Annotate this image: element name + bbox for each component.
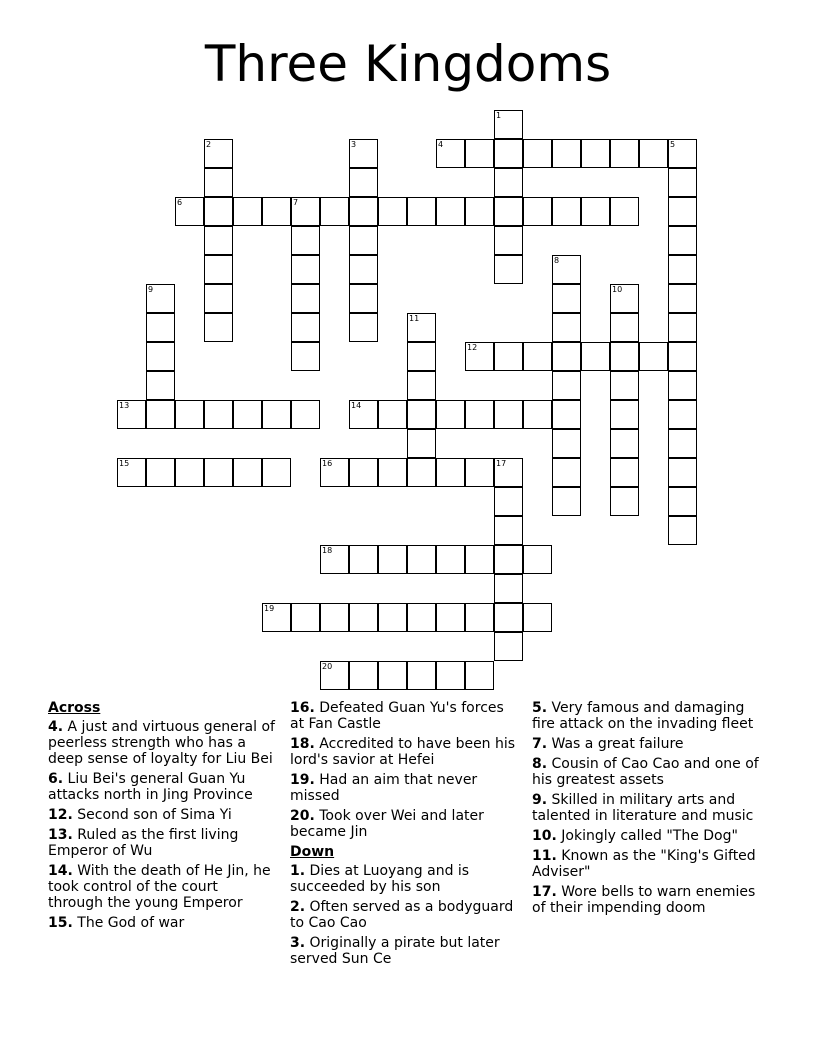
- clue-number: 16.: [290, 700, 315, 716]
- grid-cell[interactable]: [610, 313, 639, 342]
- clue-text: Took over Wei and later became Jin: [290, 808, 484, 840]
- grid-cell[interactable]: [378, 603, 407, 632]
- grid-cell[interactable]: [262, 197, 291, 226]
- clue-text: Ruled as the first living Emperor of Wu: [48, 827, 239, 859]
- grid-cell[interactable]: [494, 458, 523, 487]
- grid-cell[interactable]: [349, 458, 378, 487]
- grid-cell[interactable]: [349, 284, 378, 313]
- grid-cell[interactable]: [494, 516, 523, 545]
- clue-number: 8.: [532, 756, 548, 772]
- grid-cell[interactable]: [117, 400, 146, 429]
- cell-number: 9: [148, 285, 154, 294]
- clue-item: [532, 792, 760, 824]
- grid-cell[interactable]: [378, 400, 407, 429]
- cell-number: 15: [119, 459, 130, 468]
- across-heading: Across: [48, 700, 101, 716]
- grid-cell[interactable]: [204, 284, 233, 313]
- grid-cell[interactable]: [291, 603, 320, 632]
- clue-item: [532, 700, 760, 732]
- grid-cell[interactable]: [610, 342, 639, 371]
- clue-text: Liu Bei's general Guan Yu attacks north in Jing Province: [48, 771, 253, 803]
- clue-number: 9.: [532, 792, 548, 808]
- grid-cell[interactable]: [494, 197, 523, 226]
- grid-cell[interactable]: [668, 342, 697, 371]
- grid-cell[interactable]: [523, 197, 552, 226]
- cell-number: 12: [467, 343, 478, 352]
- grid-cell[interactable]: [407, 197, 436, 226]
- clue-number: 3.: [290, 935, 306, 951]
- clue-text: Had an aim that never missed: [290, 772, 478, 804]
- grid-cell[interactable]: [465, 545, 494, 574]
- grid-cell[interactable]: [552, 342, 581, 371]
- cell-number: 20: [322, 662, 333, 671]
- clue-text: The God of war: [72, 915, 185, 931]
- grid-cell[interactable]: [407, 545, 436, 574]
- grid-cell[interactable]: [349, 255, 378, 284]
- grid-cell[interactable]: [552, 139, 581, 168]
- grid-cell[interactable]: [262, 458, 291, 487]
- grid-cell[interactable]: [175, 197, 204, 226]
- clue-number: 20.: [290, 808, 315, 824]
- clue-text: Originally a pirate but later served Sun Ce: [290, 935, 500, 967]
- grid-cell[interactable]: [378, 545, 407, 574]
- page-title: Three Kingdoms: [204, 35, 612, 93]
- grid-cell[interactable]: [581, 197, 610, 226]
- clues-column-1: [48, 700, 276, 935]
- clue-item: [48, 807, 276, 823]
- down-heading: Down: [290, 844, 335, 860]
- clue-text: With the death of He Jin, he took control of the court through the young Emperor: [48, 863, 271, 911]
- grid-cell[interactable]: [610, 284, 639, 313]
- grid-cell[interactable]: [349, 168, 378, 197]
- grid-cell[interactable]: [436, 661, 465, 690]
- clue-text: Wore bells to warn enemies of their impending doom: [532, 884, 756, 916]
- grid-cell[interactable]: [494, 400, 523, 429]
- grid-cell[interactable]: [233, 197, 262, 226]
- clue-text: Known as the "King's Gifted Adviser": [532, 848, 756, 880]
- clue-number: 14.: [48, 863, 73, 879]
- cell-number: 6: [177, 198, 183, 207]
- grid-cell[interactable]: [291, 255, 320, 284]
- grid-cell[interactable]: [523, 139, 552, 168]
- clue-text: Jokingly called "The Dog": [556, 828, 738, 844]
- clue-text: Dies at Luoyang and is succeeded by his son: [290, 863, 470, 895]
- clue-number: 6.: [48, 771, 64, 787]
- cell-number: 2: [206, 140, 212, 149]
- grid-cell[interactable]: [668, 168, 697, 197]
- grid-cell[interactable]: [291, 400, 320, 429]
- grid-cell[interactable]: [407, 661, 436, 690]
- grid-cell[interactable]: [146, 284, 175, 313]
- clue-number: 15.: [48, 915, 73, 931]
- cell-number: 5: [670, 140, 676, 149]
- grid-cell[interactable]: [668, 255, 697, 284]
- clue-item: [290, 700, 518, 732]
- clue-text: Skilled in military arts and talented in literature and music: [532, 792, 754, 824]
- grid-cell[interactable]: [552, 255, 581, 284]
- grid-cell[interactable]: [552, 197, 581, 226]
- cell-number: 14: [351, 401, 362, 410]
- grid-cell[interactable]: [291, 197, 320, 226]
- grid-cell[interactable]: [349, 226, 378, 255]
- grid-cell[interactable]: [581, 342, 610, 371]
- grid-cell[interactable]: [668, 139, 697, 168]
- clue-number: 10.: [532, 828, 557, 844]
- clue-text: Was a great failure: [547, 736, 684, 752]
- grid-cell[interactable]: [494, 139, 523, 168]
- clue-item: [48, 771, 276, 803]
- grid-cell[interactable]: [494, 342, 523, 371]
- clue-number: 12.: [48, 807, 73, 823]
- grid-cell[interactable]: [610, 487, 639, 516]
- clue-item: [48, 915, 276, 931]
- grid-cell[interactable]: [465, 197, 494, 226]
- grid-cell[interactable]: [407, 429, 436, 458]
- grid-cell[interactable]: [465, 603, 494, 632]
- grid-cell[interactable]: [668, 400, 697, 429]
- clue-item: [290, 772, 518, 804]
- clue-item: [290, 935, 518, 967]
- grid-cell[interactable]: [146, 342, 175, 371]
- grid-cell[interactable]: [494, 168, 523, 197]
- grid-cell[interactable]: [494, 226, 523, 255]
- grid-cell[interactable]: [668, 429, 697, 458]
- grid-cell[interactable]: [610, 371, 639, 400]
- grid-cell[interactable]: [668, 487, 697, 516]
- grid-cell[interactable]: [320, 458, 349, 487]
- clue-item: [532, 848, 760, 880]
- grid-cell[interactable]: [407, 458, 436, 487]
- grid-cell[interactable]: [175, 458, 204, 487]
- grid-cell[interactable]: [494, 545, 523, 574]
- grid-cell[interactable]: [320, 603, 349, 632]
- cell-number: 17: [496, 459, 507, 468]
- grid-cell[interactable]: [349, 400, 378, 429]
- cell-number: 8: [554, 256, 560, 265]
- grid-cell[interactable]: [262, 603, 291, 632]
- grid-cell[interactable]: [320, 661, 349, 690]
- cell-number: 11: [409, 314, 420, 323]
- grid-cell[interactable]: [668, 313, 697, 342]
- clue-text: Second son of Sima Yi: [72, 807, 232, 823]
- grid-cell[interactable]: [610, 429, 639, 458]
- grid-cell[interactable]: [407, 371, 436, 400]
- grid-cell[interactable]: [552, 284, 581, 313]
- clue-item: [48, 719, 276, 767]
- grid-cell[interactable]: [465, 342, 494, 371]
- grid-cell[interactable]: [204, 313, 233, 342]
- grid-cell[interactable]: [291, 226, 320, 255]
- cell-number: 19: [264, 604, 275, 613]
- grid-cell[interactable]: [494, 603, 523, 632]
- grid-cell[interactable]: [436, 458, 465, 487]
- cell-number: 13: [119, 401, 130, 410]
- grid-cell[interactable]: [552, 371, 581, 400]
- clue-number: 4.: [48, 719, 64, 735]
- clue-number: 13.: [48, 827, 73, 843]
- grid-cell[interactable]: [610, 458, 639, 487]
- grid-cell[interactable]: [204, 458, 233, 487]
- grid-cell[interactable]: [639, 342, 668, 371]
- grid-cell[interactable]: [407, 603, 436, 632]
- grid-cell[interactable]: [320, 197, 349, 226]
- grid-cell[interactable]: [146, 371, 175, 400]
- grid-cell[interactable]: [320, 545, 349, 574]
- grid-cell[interactable]: [204, 255, 233, 284]
- grid-cell[interactable]: [291, 313, 320, 342]
- clue-text: Defeated Guan Yu's forces at Fan Castle: [290, 700, 504, 732]
- grid-cell[interactable]: [465, 458, 494, 487]
- grid-cell[interactable]: [552, 429, 581, 458]
- grid-cell[interactable]: [349, 603, 378, 632]
- clue-text: Often served as a bodyguard to Cao Cao: [290, 899, 514, 931]
- grid-cell[interactable]: [668, 226, 697, 255]
- clue-number: 17.: [532, 884, 557, 900]
- grid-cell[interactable]: [378, 661, 407, 690]
- grid-cell[interactable]: [349, 139, 378, 168]
- grid-cell[interactable]: [204, 139, 233, 168]
- grid-cell[interactable]: [552, 458, 581, 487]
- grid-cell[interactable]: [407, 313, 436, 342]
- grid-cell[interactable]: [204, 400, 233, 429]
- grid-cell[interactable]: [552, 487, 581, 516]
- clues-column-3: [532, 700, 760, 920]
- grid-cell[interactable]: [494, 574, 523, 603]
- clue-text: Very famous and damaging fire attack on the invading fleet: [532, 700, 754, 732]
- cell-number: 10: [612, 285, 623, 294]
- cell-number: 7: [293, 198, 299, 207]
- grid-cell[interactable]: [407, 342, 436, 371]
- clue-number: 18.: [290, 736, 315, 752]
- clue-item: [290, 808, 518, 840]
- grid-cell[interactable]: [146, 400, 175, 429]
- grid-cell[interactable]: [610, 197, 639, 226]
- clue-number: 1.: [290, 863, 306, 879]
- clue-number: 2.: [290, 899, 306, 915]
- clue-item: [532, 756, 760, 788]
- grid-cell[interactable]: [668, 371, 697, 400]
- grid-cell[interactable]: [146, 458, 175, 487]
- grid-cell[interactable]: [204, 197, 233, 226]
- grid-cell[interactable]: [523, 400, 552, 429]
- grid-cell[interactable]: [436, 545, 465, 574]
- grid-cell[interactable]: [523, 545, 552, 574]
- grid-cell[interactable]: [146, 313, 175, 342]
- grid-cell[interactable]: [581, 139, 610, 168]
- clue-number: 11.: [532, 848, 557, 864]
- grid-cell[interactable]: [117, 458, 146, 487]
- grid-cell[interactable]: [349, 661, 378, 690]
- grid-cell[interactable]: [523, 342, 552, 371]
- grid-cell[interactable]: [552, 313, 581, 342]
- clue-number: 19.: [290, 772, 315, 788]
- grid-cell[interactable]: [436, 603, 465, 632]
- grid-cell[interactable]: [523, 603, 552, 632]
- clue-item: [48, 827, 276, 859]
- clue-item: [290, 899, 518, 931]
- cell-number: 4: [438, 140, 444, 149]
- cell-number: 1: [496, 111, 502, 120]
- grid-cell[interactable]: [378, 197, 407, 226]
- grid-cell[interactable]: [668, 284, 697, 313]
- grid-cell[interactable]: [436, 400, 465, 429]
- cell-number: 18: [322, 546, 333, 555]
- grid-cell[interactable]: [175, 400, 204, 429]
- grid-cell[interactable]: [610, 400, 639, 429]
- clue-number: 5.: [532, 700, 548, 716]
- grid-cell[interactable]: [552, 400, 581, 429]
- clue-item: [532, 736, 760, 752]
- grid-cell[interactable]: [349, 197, 378, 226]
- clue-text: A just and virtuous general of peerless strength who has a deep sense of loyalty for Liu Bei: [48, 719, 275, 767]
- grid-cell[interactable]: [407, 400, 436, 429]
- clue-item: [48, 863, 276, 911]
- grid-cell[interactable]: [494, 632, 523, 661]
- grid-cell[interactable]: [610, 139, 639, 168]
- grid-cell[interactable]: [291, 342, 320, 371]
- grid-cell[interactable]: [349, 313, 378, 342]
- grid-cell[interactable]: [668, 516, 697, 545]
- clue-item: [532, 884, 760, 916]
- grid-cell[interactable]: [668, 197, 697, 226]
- clue-item: [532, 828, 760, 844]
- clue-number: 7.: [532, 736, 548, 752]
- clue-text: Cousin of Cao Cao and one of his greatest assets: [532, 756, 759, 788]
- grid-cell[interactable]: [668, 458, 697, 487]
- grid-cell[interactable]: [494, 487, 523, 516]
- grid-cell[interactable]: [465, 661, 494, 690]
- grid-cell[interactable]: [436, 197, 465, 226]
- grid-cell[interactable]: [204, 168, 233, 197]
- grid-cell[interactable]: [494, 255, 523, 284]
- grid-cell[interactable]: [233, 400, 262, 429]
- cell-number: 3: [351, 140, 357, 149]
- grid-cell[interactable]: [291, 284, 320, 313]
- grid-cell[interactable]: [436, 139, 465, 168]
- grid-cell[interactable]: [378, 458, 407, 487]
- grid-cell[interactable]: [349, 545, 378, 574]
- grid-cell[interactable]: [204, 226, 233, 255]
- clue-text: Accredited to have been his lord's savior at Hefei: [290, 736, 516, 768]
- clues-column-2: [290, 700, 518, 971]
- grid-cell[interactable]: [233, 458, 262, 487]
- grid-cell[interactable]: [465, 400, 494, 429]
- clue-item: [290, 736, 518, 768]
- clue-item: [290, 863, 518, 895]
- grid-cell[interactable]: [262, 400, 291, 429]
- grid-cell[interactable]: [494, 110, 523, 139]
- cell-number: 16: [322, 459, 333, 468]
- grid-cell[interactable]: [639, 139, 668, 168]
- grid-cell[interactable]: [465, 139, 494, 168]
